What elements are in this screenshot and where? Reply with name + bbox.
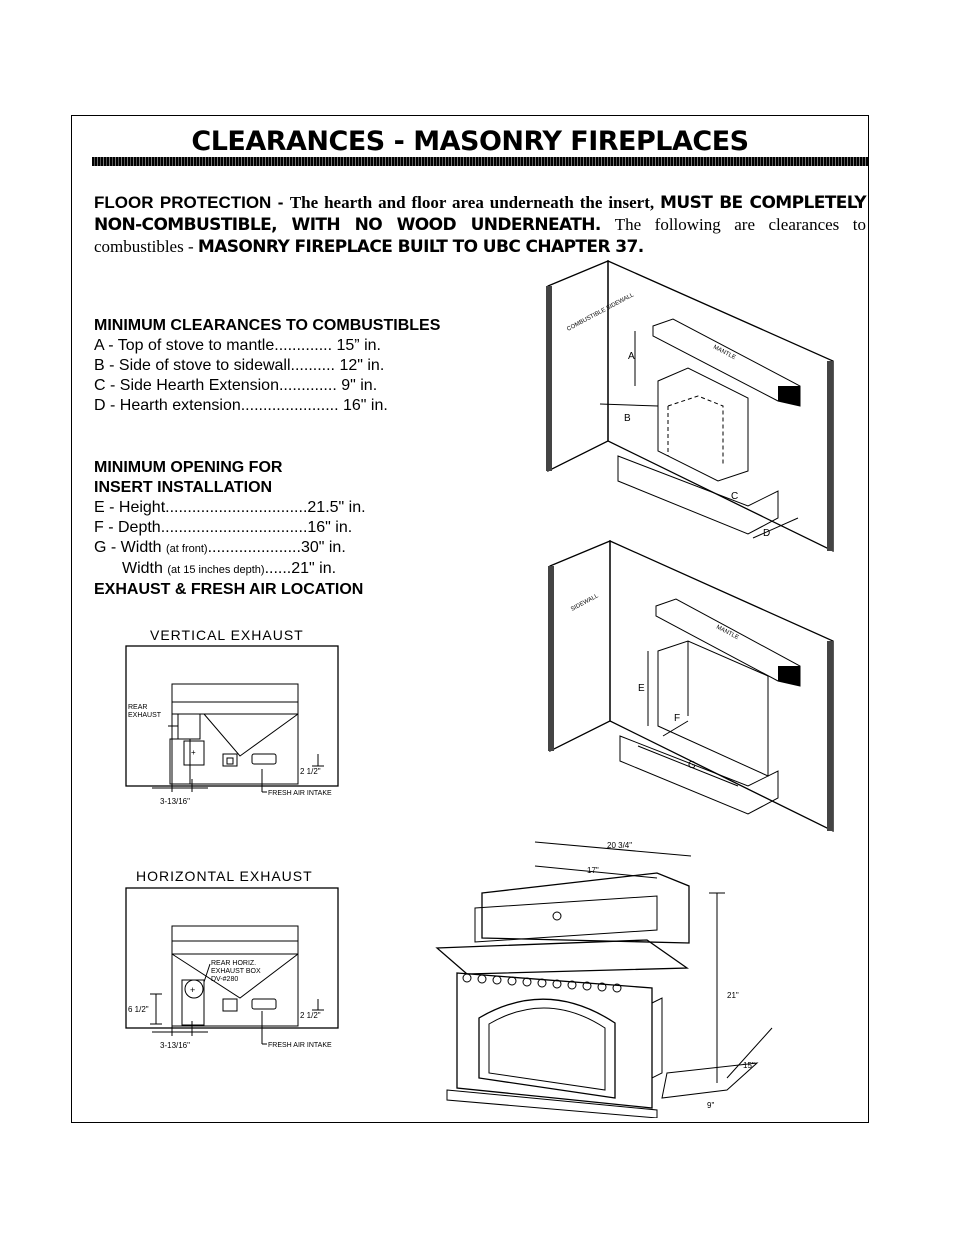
page-title: CLEARANCES - MASONRY FIREPLACES [191,126,749,157]
svg-text:C: C [731,491,739,502]
svg-text:6 1/2": 6 1/2" [128,1005,149,1014]
opening-row-e: E - Height................................21.5" in. [94,499,366,516]
opening-row-f: F - Depth.................................16" in. [94,519,353,536]
svg-text:MANTLE: MANTLE [712,344,737,362]
floor-protection-paragraph: FLOOR PROTECTION - The hearth and floor area underneath the insert, MUST BE COMPLETELY NON-COMBUSTIBLE, WITH NO WOOD UNDERNEATH. The following are clearances to combustibles - MASONRY FIREPLACE BUILT TO UBC CHAPTER 37. [94,193,867,257]
svg-text:FRESH AIR INTAKE: FRESH AIR INTAKE [268,790,332,797]
floor-protection-emphasis: MUST BE COMPLETELY NON-COMBUSTIBLE, WITH NO WOOD UNDERNEATH. [94,193,867,235]
min-opening-heading-1: MINIMUM OPENING FOR [94,459,283,476]
min-opening-heading-2: INSERT INSTALLATION [94,479,273,496]
exhaust-heading: EXHAUST & FRESH AIR LOCATION [94,581,364,598]
min-clearances-heading: MINIMUM CLEARANCES TO COMBUSTIBLES [94,317,441,334]
clearance-row-b: B - Side of stove to sidewall.......... 12" in. [94,357,385,374]
svg-text:9": 9" [707,1101,715,1110]
page-frame [71,115,869,1123]
svg-text:MANTLE: MANTLE [715,624,740,642]
svg-text:EXHAUST BOX: EXHAUST BOX [211,968,261,975]
opening-row-g: G - Width (at front).....................30" in. [94,539,346,556]
svg-text:FRESH AIR INTAKE: FRESH AIR INTAKE [268,1042,332,1049]
svg-text:E: E [638,683,645,694]
fireplace-clearance-diagram [538,256,848,556]
svg-text:F: F [674,713,681,724]
fireplace-opening-diagram [538,536,848,836]
svg-text:3-13/16": 3-13/16" [160,797,190,806]
clearance-row-a: A - Top of stove to mantle............. 15” in. [94,337,381,354]
svg-text:REAR: REAR [128,704,148,711]
svg-text:B: B [624,413,631,424]
insert-dimension-diagram [427,828,827,1118]
svg-text:2 1/2": 2 1/2" [300,1011,321,1020]
svg-text:2 1/2": 2 1/2" [300,767,321,776]
floor-protection-text: The hearth and floor area underneath the insert, [289,193,661,212]
clearance-row-d: D - Hearth extension...................... 16" in. [94,397,388,414]
svg-text:15": 15" [743,1061,755,1070]
vertical-exhaust-caption: VERTICAL EXHAUST [150,627,304,643]
svg-text:SIDEWALL: SIDEWALL [570,593,600,613]
title-rule [92,157,868,166]
clearance-row-c: C - Side Hearth Extension............. 9" in. [94,377,378,394]
svg-text:3-13/16": 3-13/16" [160,1041,190,1050]
clearance-intro: The following are clearances to combustibles - [94,215,866,256]
horizontal-exhaust-diagram [122,886,352,1066]
svg-text:A: A [628,351,635,362]
svg-text:17": 17" [587,866,599,875]
svg-text:COMBUSTIBLE SIDEWALL: COMBUSTIBLE SIDEWALL [566,292,635,333]
opening-row-width: Width (at 15 inches depth)......21" in. [122,560,337,577]
floor-protection-label: FLOOR PROTECTION [94,193,272,212]
min-clearances-block [94,316,440,416]
ubc-standard: MASONRY FIREPLACE BUILT TO UBC CHAPTER 37. [197,237,644,257]
svg-text:DV-#280: DV-#280 [211,976,239,983]
svg-text:21": 21" [727,991,739,1000]
svg-text:REAR HORIZ.: REAR HORIZ. [211,960,257,967]
svg-text:+: + [190,985,196,995]
svg-text:EXHAUST: EXHAUST [128,712,162,719]
vertical-exhaust-diagram [122,644,352,829]
svg-text:D: D [763,528,771,539]
svg-text:20 3/4": 20 3/4" [607,841,633,850]
min-opening-block [94,458,366,600]
svg-text:+: + [191,748,196,757]
svg-text:G: G [688,760,696,771]
horizontal-exhaust-caption: HORIZONTAL EXHAUST [136,868,313,884]
